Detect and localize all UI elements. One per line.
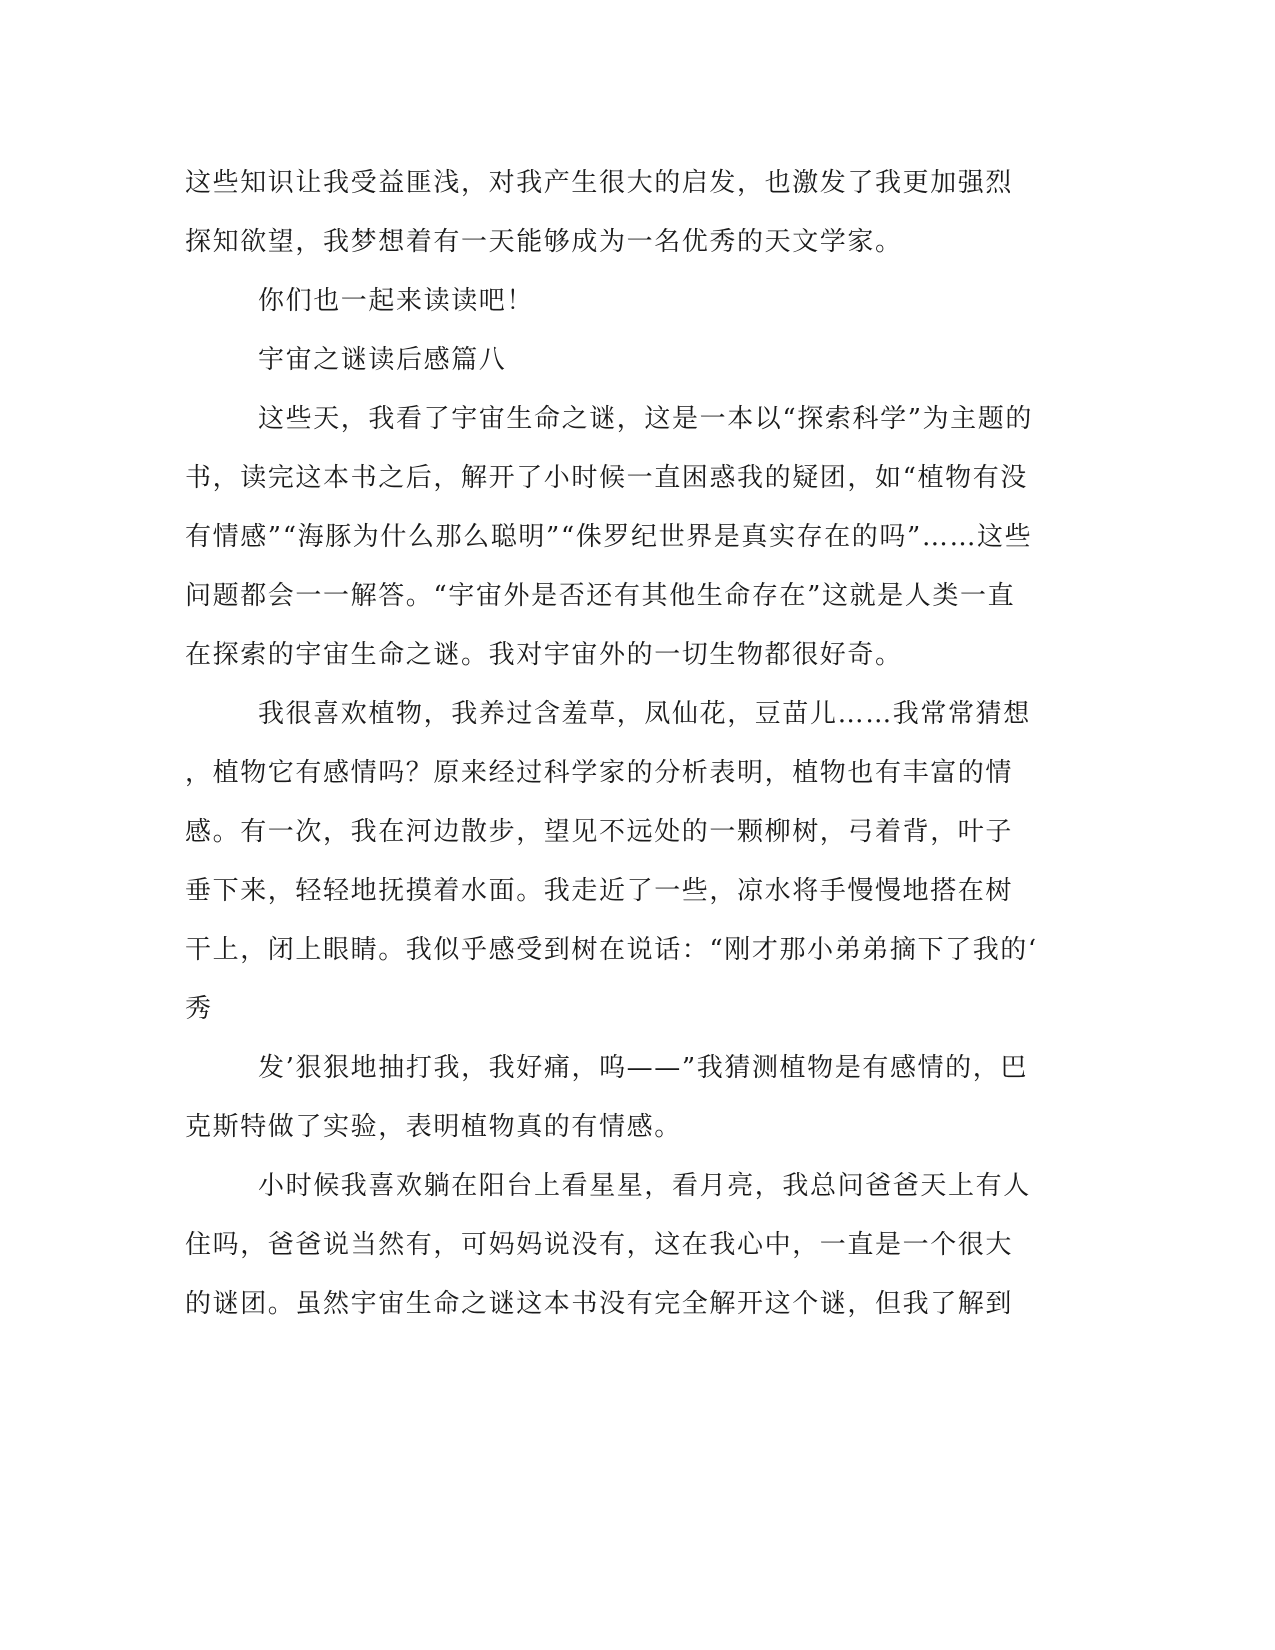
text-line: 有情感”“海豚为什么那么聪明”“侏罗纪世界是真实存在的吗”……这些 [185, 522, 1033, 552]
section-heading: 宇宙之谜读后感篇八 [258, 345, 507, 375]
text-line: 这些知识让我受益匪浅，对我产生很大的启发，也激发了我更加强烈 [185, 168, 1014, 198]
text-line: 在探索的宇宙生命之谜。我对宇宙外的一切生物都很好奇。 [185, 640, 903, 670]
text-line: 干上，闭上眼睛。我似乎感受到树在说话：“刚才那小弟弟摘下了我的‘ [185, 935, 1038, 965]
text-line: 小时候我喜欢躺在阳台上看星星，看月亮，我总问爸爸天上有人 [258, 1171, 1031, 1201]
text-line: 探知欲望，我梦想着有一天能够成为一名优秀的天文学家。 [185, 227, 903, 257]
text-line: 秀 [185, 994, 213, 1024]
text-line: 你们也一起来读读吧！ [258, 286, 535, 316]
text-line: 书，读完这本书之后，解开了小时候一直困惑我的疑团，如“植物有没 [185, 463, 1028, 493]
text-line: 感。有一次，我在河边散步，望见不远处的一颗柳树，弓着背，叶子 [185, 817, 1014, 847]
text-line: ，植物它有感情吗？原来经过科学家的分析表明，植物也有丰富的情 [185, 758, 1014, 788]
text-line: 问题都会一一解答。“宇宙外是否还有其他生命存在”这就是人类一直 [185, 581, 1016, 611]
text-line: 这些天，我看了宇宙生命之谜，这是一本以“探索科学”为主题的 [258, 404, 1033, 434]
text-line: 的谜团。虽然宇宙生命之谜这本书没有完全解开这个谜，但我了解到 [185, 1289, 1014, 1319]
text-line: 住吗，爸爸说当然有，可妈妈说没有，这在我心中，一直是一个很大 [185, 1230, 1014, 1260]
text-line: 垂下来，轻轻地抚摸着水面。我走近了一些，凉水将手慢慢地搭在树 [185, 876, 1014, 906]
text-line: 发’狠狠地抽打我，我好痛，呜——”我猜测植物是有感情的，巴 [258, 1053, 1028, 1083]
text-line: 我很喜欢植物，我养过含羞草，凤仙花，豆苗儿……我常常猜想 [258, 699, 1031, 729]
text-line: 克斯特做了实验，表明植物真的有情感。 [185, 1112, 682, 1142]
